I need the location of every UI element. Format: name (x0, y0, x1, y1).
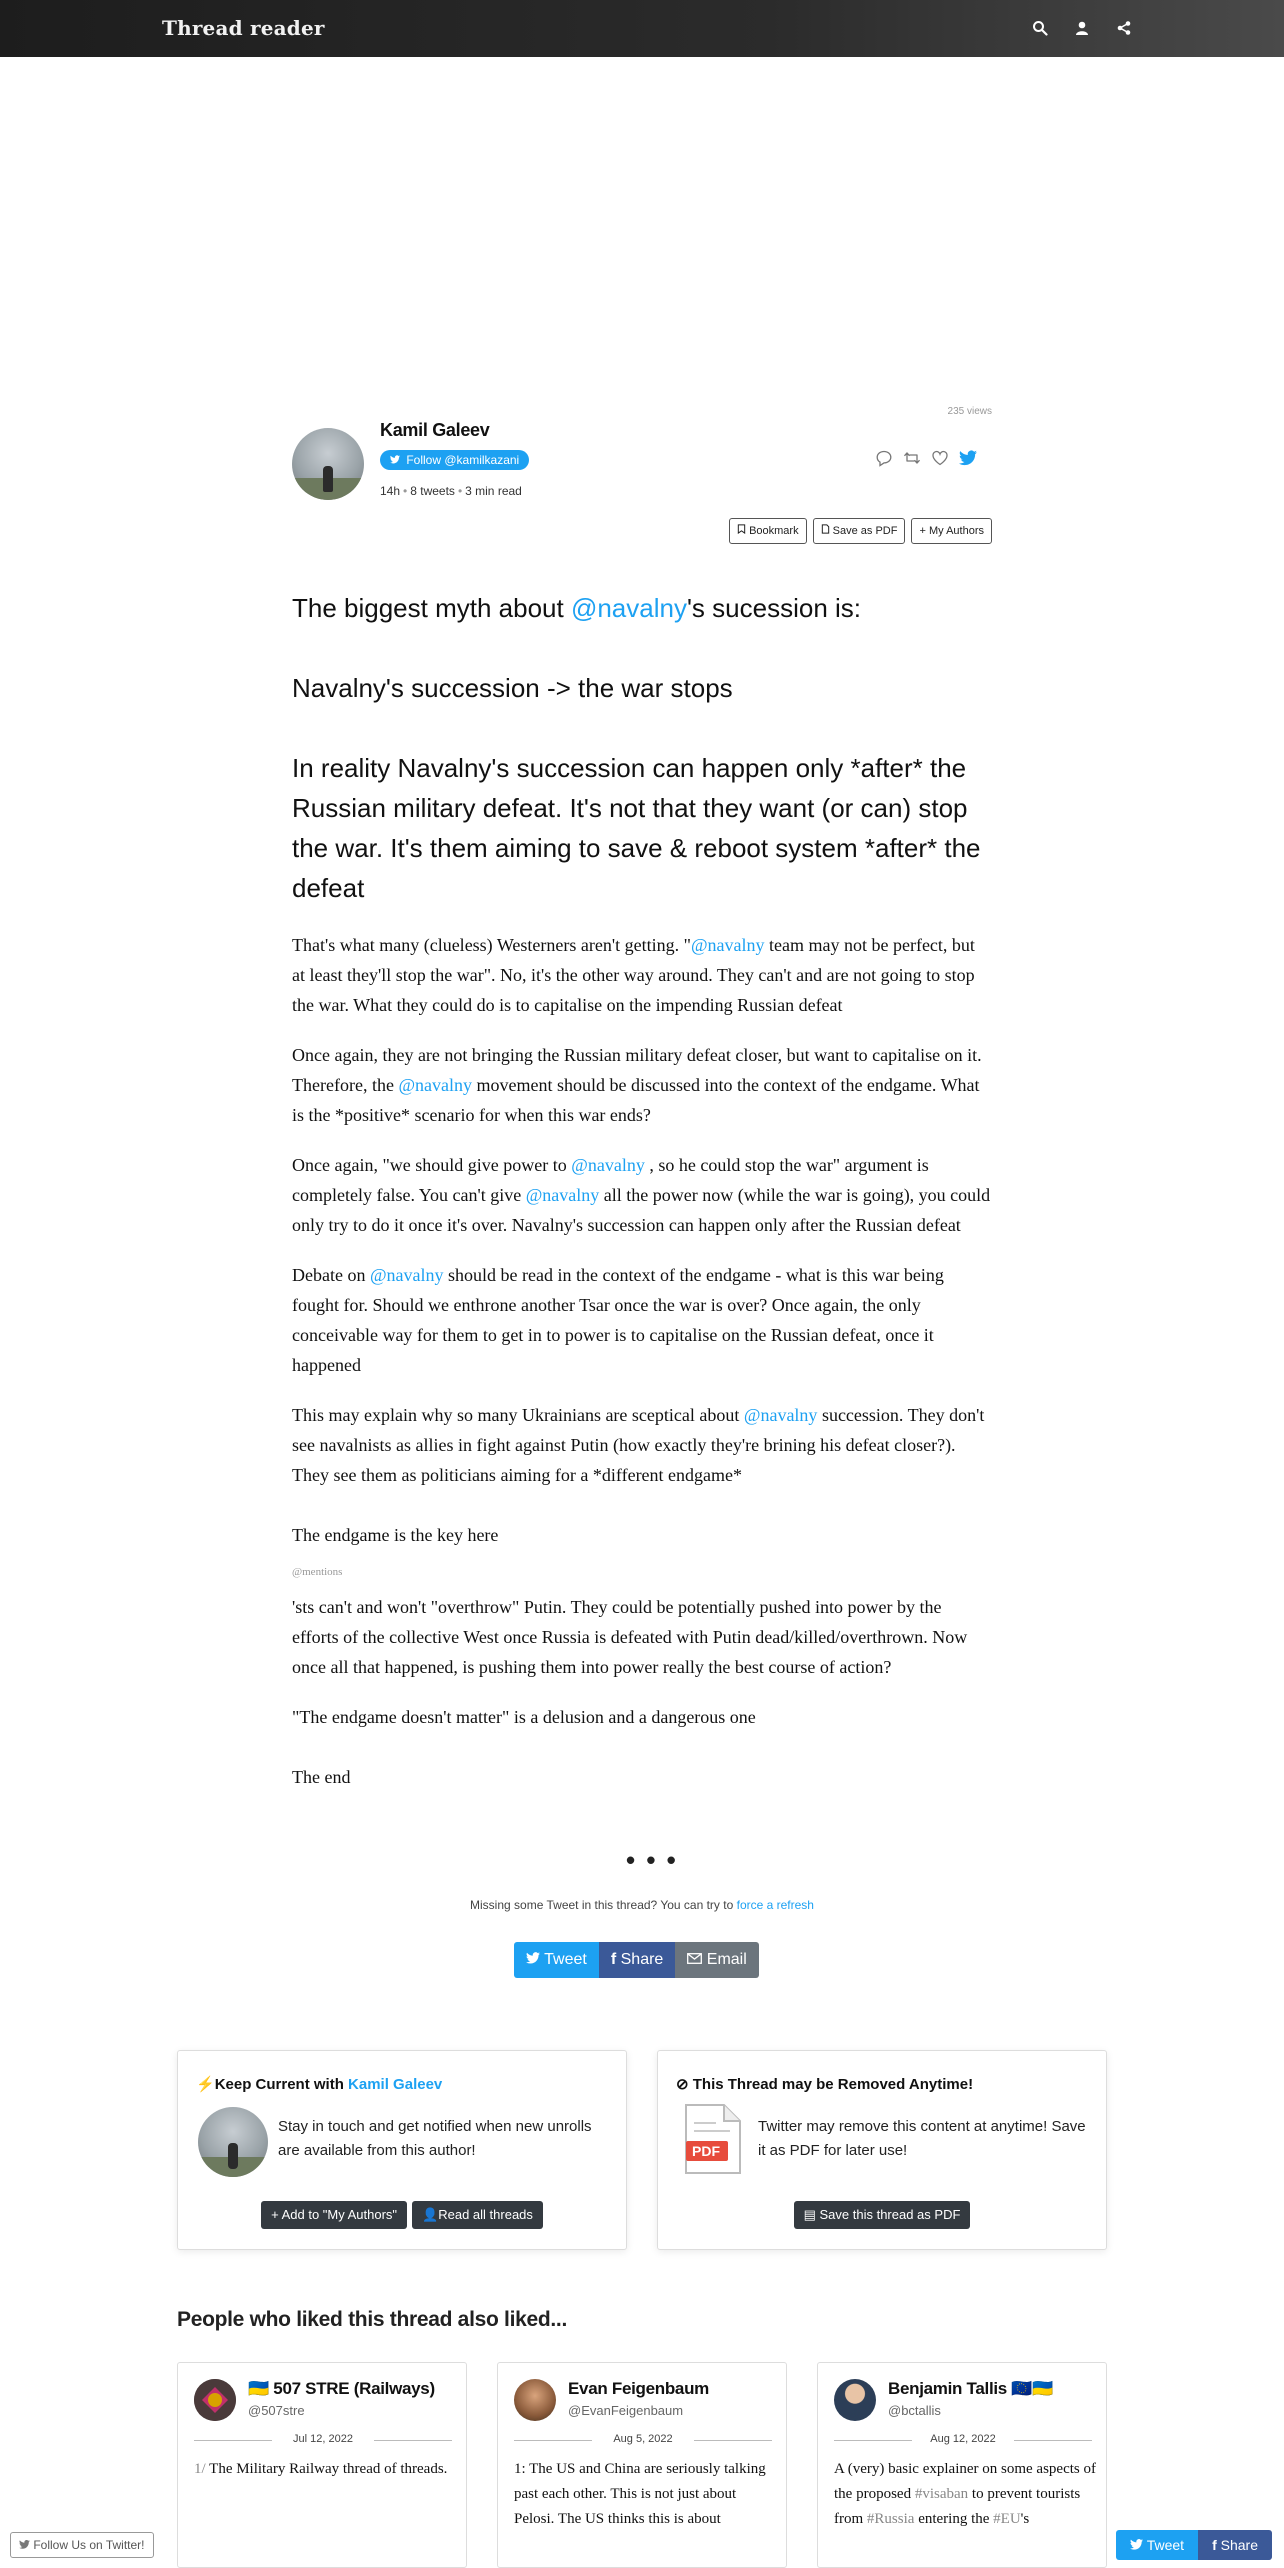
share-buttons (514, 1942, 759, 1978)
tweet-1: The biggest myth about @navalny's sucession is: (292, 593, 861, 623)
card-buttons (178, 2201, 626, 2229)
file-pdf-icon: ▤ (803, 2207, 820, 2222)
thread-snippet: 1/ The Military Railway thread of threads. (194, 2461, 448, 2477)
view-count: 235 views (947, 406, 992, 417)
facebook-icon: f (1212, 2537, 1221, 2553)
tweet-3: Once again, they are not bringing the Russian military defeat closer, but want to capitalise on it. Therefore, the @navalny movement should be discussed into the context of the endgame. What is the *positive* scenario for when this war ends? (292, 1045, 982, 1125)
thread-end-marker: • • • (626, 1845, 678, 1875)
bottom-tweet-button[interactable]: Tweet (1116, 2530, 1198, 2560)
user-icon[interactable] (1072, 18, 1092, 38)
author-name[interactable]: Kamil Galeev (380, 420, 490, 440)
file-pdf-icon (821, 525, 830, 537)
share-facebook-button[interactable]: f Share (599, 1942, 675, 1978)
brand-logo[interactable]: Thread reader (162, 16, 325, 40)
twitter-icon (19, 2538, 30, 2552)
share-icon[interactable] (1114, 18, 1134, 38)
tweet-count: 8 tweets (410, 484, 455, 498)
author-avatar (198, 2107, 268, 2177)
tweet-actions (874, 448, 978, 468)
thread-content (292, 588, 992, 1812)
tweet-2: That's what many (clueless) Westerners aren't getting. "@navalny team may not be perfect, but at least they'll stop the war". No, it's the other way around. They can't and are not going to stop the war. What they could do is to capitalise on the impending Russian defeat (292, 935, 975, 1015)
share-email-button[interactable]: Email (675, 1942, 758, 1978)
card-text: Stay in touch and get notified when new unrolls are available from this author! (278, 2118, 592, 2159)
thread-snippet: A (very) basic explainer on some aspects of the proposed #visaban to prevent tourists from #Russia entering the #EU's (834, 2461, 1096, 2527)
thread-snippet: 1: The US and China are seriously talking past each other. This is not just about Pelosi. The US thinks this is about (514, 2461, 766, 2527)
like-icon[interactable] (930, 448, 950, 468)
twitter-icon[interactable] (958, 448, 978, 468)
save-thread-pdf-button[interactable]: ▤ Save this thread as PDF (794, 2201, 971, 2229)
tweet-4: Once again, "we should give power to @navalny , so he could stop the war" argument is completely false. You can't give @navalny all the power now (while the war is going), you could only try to do it once it's over. Navalny's succession can happen only after the Russian defeat (292, 1155, 991, 1235)
mention-link[interactable]: @navalny (743, 1405, 818, 1425)
mentions-label: @mentions (292, 1566, 343, 1578)
top-navbar (0, 0, 1284, 57)
liked-thread-card[interactable] (817, 2362, 1107, 2568)
bolt-icon: ⚡ (196, 2076, 215, 2093)
bottom-share-button[interactable]: f Share (1198, 2530, 1272, 2560)
share-tweet-button[interactable]: Tweet (514, 1942, 599, 1978)
twitter-icon (1130, 2537, 1143, 2553)
avatar-figure (323, 466, 333, 492)
follow-us-button[interactable]: Follow Us on Twitter! (10, 2532, 154, 2558)
thread-date: Aug 5, 2022 (514, 2433, 772, 2445)
user-icon: 👤 (422, 2207, 439, 2222)
twitter-bird-icon (390, 453, 403, 467)
thread-tools (729, 518, 992, 544)
pdf-label: PDF (692, 2143, 720, 2159)
plus-icon: + (271, 2207, 282, 2222)
save-pdf-button[interactable]: Save as PDF (813, 518, 906, 544)
avatar (834, 2379, 876, 2421)
liked-thread-card[interactable] (497, 2362, 787, 2568)
twitter-icon (526, 1951, 540, 1968)
mention-link[interactable]: @navalny (570, 593, 687, 623)
author-link[interactable]: Kamil Galeev (348, 2076, 443, 2093)
mention-link[interactable]: @navalny (369, 1265, 444, 1285)
tweet-7: The endgame is the key here (292, 1525, 499, 1545)
tweet-1-line-3: In reality Navalny's succession can happen only *after* the Russian military defeat. It's not that they want (or can) stop the war. It's them aiming to save & reboot system *after* the defeat (292, 753, 981, 903)
card-text: Twitter may remove this content at anytime! Save it as PDF for later use! (758, 2118, 1086, 2159)
add-to-my-authors-button[interactable]: + Add to "My Authors" (261, 2201, 407, 2229)
author-name: 🇺🇦 507 STRE (Railways) (248, 2379, 435, 2398)
follow-button[interactable] (380, 450, 529, 470)
envelope-icon (687, 1951, 702, 1968)
pdf-file-icon (682, 2103, 744, 2177)
mention-link[interactable]: @navalny (398, 1075, 472, 1095)
also-liked-heading: People who liked this thread also liked... (177, 2308, 567, 2331)
thread-meta: 14h • 8 tweets • 3 min read (380, 484, 522, 498)
thread-removal-card (657, 2050, 1107, 2250)
bookmark-icon (737, 525, 746, 537)
follow-label: Follow @kamilkazani (406, 453, 520, 467)
card-title: ⚡Keep Current with Kamil Galeev (196, 2076, 443, 2093)
reply-icon[interactable] (874, 448, 894, 468)
author-handle: @bctallis (888, 2403, 941, 2418)
card-buttons (658, 2201, 1106, 2229)
author-avatar[interactable] (292, 428, 364, 500)
ban-icon: ⊘ (676, 2076, 693, 2093)
my-authors-button[interactable]: + My Authors (911, 518, 992, 544)
author-name: Benjamin Tallis 🇪🇺🇺🇦 (888, 2379, 1054, 2398)
author-header (292, 400, 992, 550)
avatar (194, 2379, 236, 2421)
tweet-10: The end (292, 1767, 351, 1787)
thread-date: Jul 12, 2022 (194, 2433, 452, 2445)
force-refresh-link[interactable]: force a refresh (736, 1898, 814, 1912)
author-handle: @EvanFeigenbaum (568, 2403, 684, 2418)
nav-icons (1030, 18, 1134, 38)
plus-icon: + (919, 525, 926, 537)
bookmark-button[interactable]: Bookmark (729, 518, 807, 544)
read-time: 3 min read (465, 484, 522, 498)
tweet-9: "The endgame doesn't matter" is a delusion and a dangerous one (292, 1707, 756, 1727)
avatar (514, 2379, 556, 2421)
liked-thread-card[interactable] (177, 2362, 467, 2568)
thread-date: Aug 12, 2022 (834, 2433, 1092, 2445)
search-icon[interactable] (1030, 18, 1050, 38)
author-handle: @507stre (248, 2403, 305, 2418)
keep-current-card (177, 2050, 627, 2250)
missing-tweet-notice: Missing some Tweet in this thread? You can try to force a refresh (470, 1898, 814, 1912)
card-title: ⊘ This Thread may be Removed Anytime! (676, 2076, 974, 2093)
retweet-icon[interactable] (902, 448, 922, 468)
mention-link[interactable]: @navalny (690, 935, 765, 955)
read-all-threads-button[interactable]: 👤Read all threads (412, 2201, 543, 2229)
tweet-8: 'sts can't and won't "overthrow" Putin. They could be potentially pushed into power by the efforts of the collective West once Russia is defeated with Putin dead/killed/overthrown. Now once all that happened, is pushing them into power really the best course of action? (292, 1597, 968, 1677)
facebook-icon: f (610, 1951, 617, 1968)
bottom-share-bar (1116, 2530, 1272, 2560)
thread-age: 14h (380, 484, 401, 498)
mention-link[interactable]: @navalny (525, 1185, 600, 1205)
mention-link[interactable]: @navalny (571, 1155, 645, 1175)
tweet-1-line-2: Navalny's succession -> the war stops (292, 673, 733, 703)
tweet-6: This may explain why so many Ukrainians are sceptical about @navalny succession. They don't see navalnists as allies in fight against Putin (how exactly they're brining his defeat closer?). They see them as politicians aiming for a *different endgame* (292, 1405, 985, 1485)
tweet-5: Debate on @navalny should be read in the context of the endgame - what is this war being fought for. Should we enthrone another Tsar once the war is over? Once again, the only conceivable way for them to get in to power is to capitalise on the Russian defeat, once it happened (292, 1265, 944, 1375)
author-name: Evan Feigenbaum (568, 2379, 709, 2398)
